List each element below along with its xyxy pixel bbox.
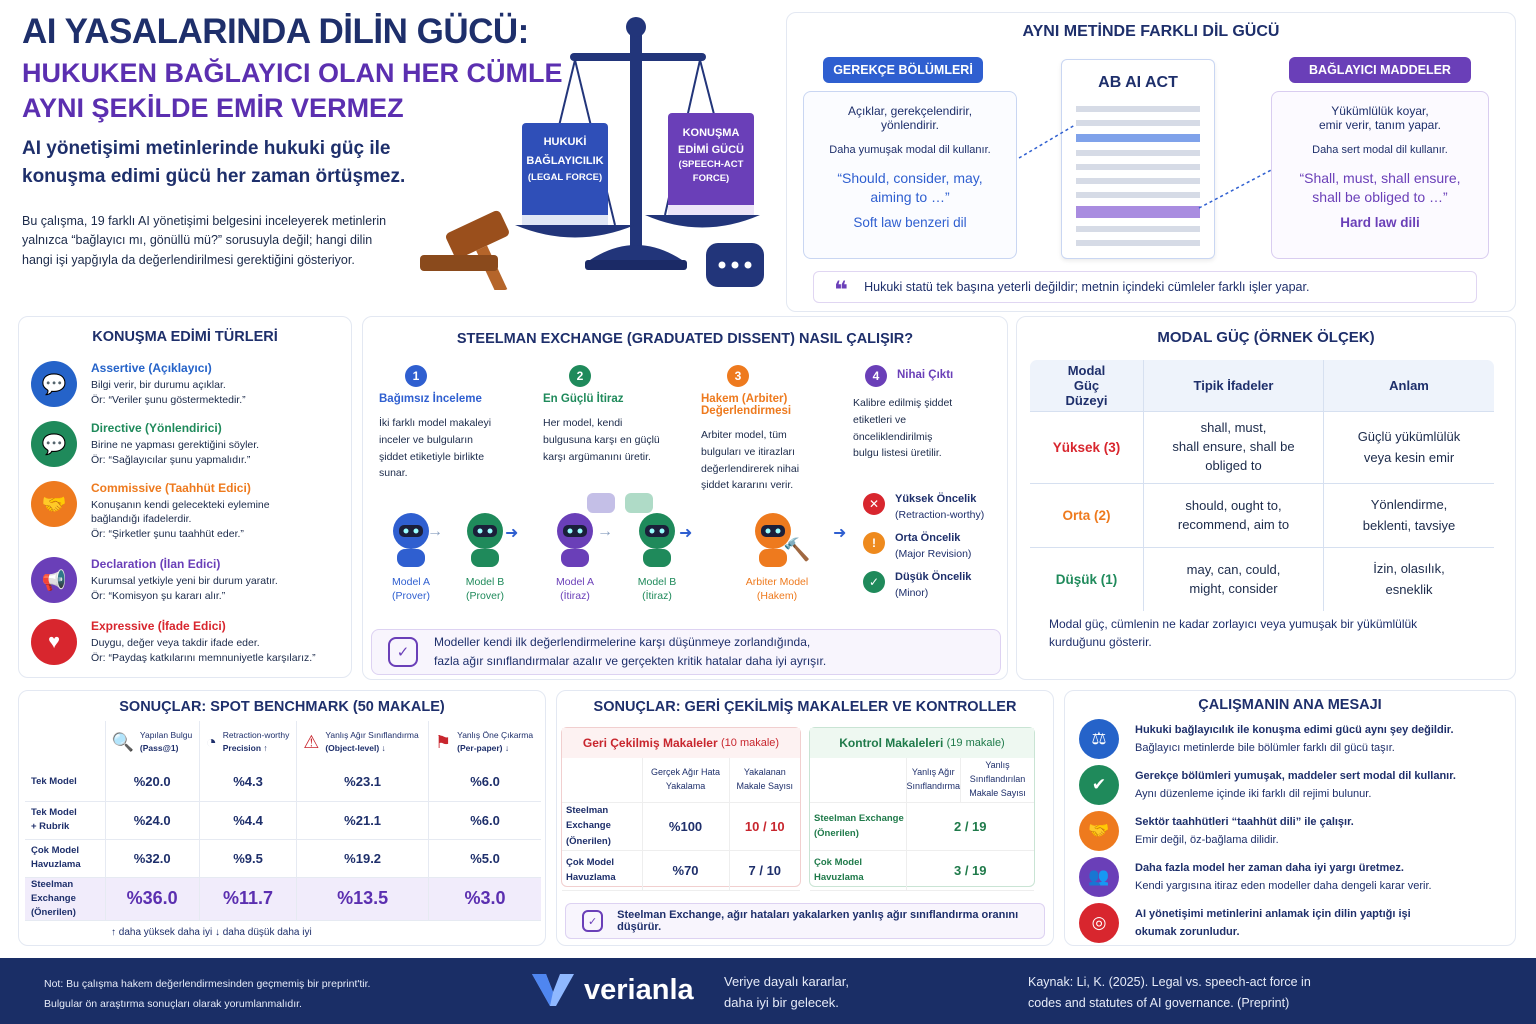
control-count: (19 makale): [946, 737, 1005, 749]
step-text-line: bulgu listesi üretilir.: [853, 447, 942, 460]
lead-1: AI yönetişimi metinlerinde hukuki güç ile: [22, 138, 391, 159]
spot-column-header: [429, 721, 541, 763]
spot-cell: %9.5: [199, 839, 296, 877]
chat-bubble-icon: [625, 493, 653, 513]
steelman-title: STEELMAN EXCHANGE (GRADUATED DISSENT) NASIL ÇALIŞIR?: [456, 331, 914, 347]
retracted-table: [562, 758, 800, 891]
spot-panel: [18, 690, 546, 946]
modal-table: [1029, 359, 1495, 612]
speech-act-desc: Birine ne yapması gerektiğini söyler.: [91, 439, 260, 451]
modal-level: Düşük (1): [1030, 548, 1144, 612]
step-text-line: inceler ve bulguların: [379, 433, 473, 446]
retracted-col-label: Yakalama: [665, 780, 706, 791]
right-line-5: shall be obliged to …”: [1312, 189, 1448, 205]
spot-cell: %4.4: [199, 801, 296, 839]
modal-expression: might, consider: [1189, 580, 1278, 596]
retracted-row-name: (Önerilen): [566, 835, 611, 847]
gavel-icon: 🔨: [783, 537, 811, 562]
step-text-line: Her model, kendi: [543, 417, 623, 429]
retracted-head: Geri Çekilmiş Makaleler: [582, 736, 718, 750]
speech-act-desc: Kurumsal yetkiyle yeni bir durum yaratır.: [91, 575, 278, 587]
close-icon: ✕: [863, 493, 885, 515]
steelman-note: [371, 629, 1001, 675]
retracted-col-label: Sınıflandırma: [906, 780, 961, 791]
right-line-1: Yükümlülük koyar,: [1331, 104, 1429, 118]
step-number-badge: 3: [727, 365, 749, 387]
modal-title: MODAL GÜÇ (ÖRNEK ÖLÇEK): [1157, 329, 1375, 346]
step-title-2: Değerlendirmesi: [701, 405, 792, 417]
search-icon: 🔍: [111, 731, 134, 752]
modal-expression: recommend, aim to: [1177, 516, 1290, 532]
spot-cell: %32.0: [105, 839, 199, 877]
check-icon: ✓: [863, 571, 885, 593]
step-text-line: Kalibre edilmiş şiddet: [853, 397, 953, 409]
right-tag: BAĞLAYICI MADDELER: [1289, 57, 1471, 83]
robot-role: (Hakem): [756, 590, 798, 602]
modal-meaning: Güçlü yükümlülük: [1357, 429, 1461, 445]
speech-act-desc-2: bağlandığı ifadelerdir.: [91, 513, 192, 525]
book-right-line-1: KONUŞMA: [682, 127, 740, 139]
speech-act-desc: Konuşanın kendi gelecekteki eylemine: [91, 499, 270, 511]
speech-act-desc: Duygu, değer veya takdir ifade eder.: [91, 637, 260, 649]
spot-cell: %5.0: [429, 839, 541, 877]
outcome-sub: (Retraction-worthy): [895, 509, 985, 521]
left-line-3: Daha yumuşak modal dil kullanır.: [829, 144, 991, 156]
spot-table: [25, 721, 541, 921]
speech-acts-title: KONUŞMA EDİMİ TÜRLERİ: [92, 329, 278, 345]
speech-act-name: Commissive (Taahhüt Edici): [91, 481, 251, 495]
chat-bubble-icon: [587, 493, 615, 513]
spot-col-label: Yapılan Bulgu: [139, 730, 193, 741]
spot-cell: %24.0: [105, 801, 199, 839]
steelman-panel: [362, 316, 1008, 680]
retracted-cell: 10 / 10: [729, 802, 800, 850]
step: [701, 365, 851, 494]
spot-row-name: Havuzlama: [31, 859, 81, 870]
speech-act-example: Ör: “Şirketler şunu taahhüt eder.”: [91, 528, 244, 540]
justification-box: [803, 91, 1017, 259]
footer-tag-1: Veriye dayalı kararlar,: [724, 974, 850, 989]
arrow-icon: →: [427, 523, 443, 540]
robot-icon: [459, 509, 511, 569]
spot-column-header: [105, 721, 199, 763]
modal-row: [1030, 412, 1495, 484]
retracted-title: SONUÇLAR: GERİ ÇEKİLMİŞ MAKALELER VE KONTROLLER: [593, 699, 1017, 715]
right-line-4: “Shall, must, shall ensure,: [1299, 170, 1461, 186]
speech-act-example: Ör: “Paydaş katkılarını memnuniyetle karşılarız.”: [91, 652, 316, 664]
modal-expression: obliged to: [1205, 457, 1262, 473]
modal-row: [1030, 548, 1495, 612]
step-number-badge: 1: [405, 365, 427, 387]
step-text-line: şiddet etiketiyle birlikte: [379, 450, 485, 463]
arrow-icon: ➜: [505, 525, 519, 542]
target-icon: ◎: [1079, 903, 1119, 943]
desc-line-2: yalnızca “bağlayıcı mı, gönüllü mü?” sorusuyla değil; hangi dilin: [22, 233, 373, 248]
robot-icon: [549, 509, 601, 569]
verianla-logo-icon: [532, 972, 574, 1008]
modal-note-1: Modal güç, cümlenin ne kadar zorlayıcı veya yumuşak bir yükümlülük: [1049, 617, 1418, 631]
modal-panel: [1016, 316, 1516, 680]
retracted-col-label: Yakalanan: [743, 766, 786, 777]
robot-name: Model B: [637, 576, 677, 588]
spot-title: SONUÇLAR: SPOT BENCHMARK (50 MAKALE): [119, 699, 445, 715]
warning-icon: !: [863, 532, 885, 554]
retracted-row-name: (Önerilen): [814, 828, 859, 839]
footer-tag-2: daha iyi bir gelecek.: [724, 994, 839, 1010]
retracted-count: (10 makale): [721, 737, 780, 749]
step-text-line: Arbiter model, tüm: [701, 429, 787, 441]
retracted-row: [562, 850, 800, 890]
retracted-panel: [556, 690, 1054, 946]
speech-act-name: Directive (Yönlendirici): [91, 421, 222, 435]
left-line-6: Soft law benzeri dil: [853, 215, 967, 230]
page-subtitle-1: HUKUKEN BAĞLAYICI OLAN HER CÜMLE: [22, 58, 563, 88]
retracted-table-box: [561, 727, 801, 887]
robot-role: (İtiraz): [560, 590, 590, 602]
warning-icon: ⚠: [303, 731, 320, 752]
modal-header-expr: Tipik İfadeler: [1144, 360, 1324, 412]
modal-row: [1030, 484, 1495, 548]
step-title: Nihai Çıktı: [897, 369, 954, 381]
spot-col-sublabel: Precision ↑: [222, 743, 268, 753]
message-line-2: okumak zorunludur.: [1135, 926, 1240, 939]
control-table-box: [809, 727, 1035, 887]
brand-name: verianla: [584, 973, 694, 1006]
robot-model: [727, 509, 827, 602]
page-subtitle-2: AYNI ŞEKİLDE EMİR VERMEZ: [22, 93, 404, 123]
retracted-row-name: Steelman Exchange: [814, 812, 904, 824]
megaphone-icon: 📢: [31, 557, 77, 603]
steelman-note-1: Modeller kendi ilk değerlendirmelerine karşı düşünmeye zorlandığında,: [434, 635, 811, 650]
book-left-line-3: (LEGAL FORCE): [527, 172, 603, 184]
retracted-row-name: Steelman Exchange: [566, 805, 611, 832]
outcome-name: Düşük Öncelik: [895, 571, 972, 583]
modal-header-meaning: Anlam: [1389, 378, 1429, 393]
message-line-1: AI yönetişimi metinlerini anlamak için dilin yaptığı işi: [1135, 908, 1411, 920]
step-text-line: sunar.: [379, 467, 408, 480]
robot-role: (İtiraz): [642, 590, 672, 602]
quote-text: Hukuki statü tek başına yeterli değildir; metnin içindeki cümleler farklı işler yapar.: [864, 280, 1310, 294]
modal-meaning: beklenti, tavsiye: [1362, 517, 1456, 533]
spot-row-name: Steelman Exchange: [31, 878, 76, 904]
right-line-3: Daha sert modal dil kullanır.: [1312, 144, 1448, 156]
spot-cell: %36.0: [105, 877, 199, 921]
target-icon: ◔: [205, 731, 217, 752]
footer-source-2: codes and statutes of AI governance. (Preprint): [1028, 995, 1290, 1010]
robot-name: Model A: [556, 576, 594, 588]
step: [853, 365, 1003, 462]
brand-logo: [532, 972, 694, 1008]
retracted-row-name: Çok Model Havuzlama: [814, 856, 864, 883]
spot-cell: %21.1: [297, 801, 429, 839]
modal-expression: may, can, could,: [1186, 561, 1281, 577]
step-number-badge: 2: [569, 365, 591, 387]
modal-meaning: esneklik: [1385, 581, 1433, 597]
shield-icon: ✓: [388, 637, 418, 667]
message-line-1: Sektör taahhütleri “taahhüt dili” ile çalışır.: [1135, 816, 1354, 828]
message-line-1: Daha fazla model her zaman daha iyi yargı üretmez.: [1135, 862, 1404, 874]
spot-cell: %19.2: [297, 839, 429, 877]
same-text-panel: [786, 12, 1516, 312]
spot-cell: %6.0: [429, 801, 541, 839]
robot-role: (Prover): [392, 590, 430, 602]
spot-row: [25, 801, 541, 839]
quote-box: [813, 271, 1477, 303]
modal-meaning: Yönlendirme,: [1370, 497, 1448, 513]
speech-bubble-icon: 💬: [31, 421, 77, 467]
modal-expression: shall ensure, shall be: [1172, 439, 1295, 455]
retracted-cell: 7 / 10: [729, 850, 800, 890]
message-line-2: Bağlayıcı metinlerde bile bölümler farklı dil gücü taşır.: [1135, 742, 1395, 755]
spot-row-name: Çok Model: [31, 844, 80, 856]
same-text-title: AYNI METİNDE FARKLI DİL GÜCÜ: [1022, 23, 1280, 40]
step-title: Hakem (Arbiter): [701, 393, 788, 405]
spot-legend: ↑ daha yüksek daha iyi ↓ daha düşük daha iyi: [111, 927, 312, 938]
scale-icon: ⚖: [1079, 719, 1119, 759]
right-line-2: emir verir, tanım yapar.: [1318, 118, 1442, 132]
step-text-line: şiddet kararını verir.: [701, 479, 794, 492]
book-right-line-2: EDİMİ GÜCÜ: [678, 143, 744, 156]
retracted-row: [562, 802, 800, 850]
control-cell: 2 / 19: [906, 802, 1034, 850]
clipboard-check-icon: ✔: [1079, 765, 1119, 805]
handshake-icon: 🤝: [31, 481, 77, 527]
left-line-1: Açıklar, gerekçelendirir,: [847, 104, 973, 118]
left-line-2: yönlendirir.: [880, 118, 940, 132]
spot-col-sublabel: (Per-paper) ↓: [457, 743, 510, 753]
doc-title: AB AI ACT: [1098, 74, 1178, 91]
modal-expression: shall, must,: [1200, 420, 1267, 436]
book-right-line-3: (SPEECH-ACT: [678, 159, 744, 170]
step: [543, 365, 693, 465]
spot-col-sublabel: (Object-level) ↓: [325, 743, 386, 753]
robot-icon: [631, 509, 683, 569]
outcome-sub: (Major Revision): [895, 548, 972, 560]
robot-role: (Prover): [466, 590, 504, 602]
robot-name: Model B: [465, 576, 505, 588]
book-left-line-1: HUKUKİ: [543, 136, 587, 148]
connector-right: [1197, 163, 1277, 213]
message-panel: [1064, 690, 1516, 946]
step-text-line: bulgusuna karşı en güçlü: [543, 433, 660, 446]
retracted-cell: %100: [642, 802, 729, 850]
retracted-note-text: Steelman Exchange, ağır hataları yakalarken yanlış ağır sınıflandırma oranını düşürür.: [617, 909, 1019, 933]
modal-meaning: veya kesin emir: [1363, 449, 1455, 465]
robot-name: Arbiter Model: [745, 576, 809, 588]
modal-expression: should, ought to,: [1185, 497, 1282, 513]
retracted-note: [565, 903, 1045, 939]
left-line-4: “Should, consider, may,: [837, 170, 983, 186]
modal-note-2: kurduğunu gösterir.: [1049, 635, 1152, 649]
step-title: En Güçlü İtiraz: [543, 393, 624, 405]
handshake-icon: 🤝: [1079, 811, 1119, 851]
retracted-col-label: Makale Sayısı: [736, 780, 794, 791]
step-title: Bağımsız İnceleme: [379, 393, 482, 405]
spot-row-name: Tek Model: [31, 806, 77, 818]
message-line-1: Hukuki bağlayıcılık ile konuşma edimi gücü aynı şey değildir.: [1135, 724, 1454, 736]
speech-act-example: Ör: “Veriler şunu göstermektedir.”: [91, 394, 246, 406]
spot-cell: %3.0: [429, 877, 541, 921]
spot-row: [25, 763, 541, 801]
desc-line-3: hangi işi yapğıyla da değerlendirilmesi gerektiğini gösteriyor.: [22, 252, 355, 267]
robot-name: Model A: [392, 576, 430, 588]
heart-icon: ♥: [31, 619, 77, 665]
speech-act-example: Ör: “Komisyon şu kararı alır.”: [91, 590, 226, 602]
speech-act-name: Assertive (Açıklayıcı): [91, 361, 212, 375]
book-left-line-2: BAĞLAYICILIK: [526, 154, 604, 167]
spot-row: [25, 877, 541, 921]
spot-col-label: Yanlış Ağır Sınıflandırma: [325, 730, 419, 741]
modal-meaning: İzin, olasılık,: [1373, 561, 1445, 577]
speech-act-desc: Bilgi verir, bir durumu açıklar.: [91, 379, 226, 391]
control-head: Kontrol Makaleleri: [839, 736, 944, 750]
left-tag: GEREKÇE BÖLÜMLERİ: [823, 57, 983, 83]
page-title: AI YASALARINDA DİLİN GÜCÜ:: [22, 12, 529, 51]
desc-line-1: Bu çalışma, 19 farklı AI yönetişimi belgesini inceleyerek metinlerin: [22, 214, 387, 228]
retracted-col-label: Yanlış Sınıflandırılan: [969, 759, 1026, 784]
step-text-line: karşı argümanını üretir.: [543, 450, 651, 463]
book-right-line-4: FORCE): [692, 173, 730, 185]
retracted-col-label: Gerçek Ağır Hata: [651, 766, 721, 777]
lead-2: konuşma edimi gücü her zaman örtüşmez.: [22, 166, 406, 187]
shield-icon: ✓: [582, 910, 603, 932]
step-number-badge: 4: [865, 365, 887, 387]
binding-box: [1271, 91, 1489, 259]
arrow-icon: ➜: [833, 525, 847, 542]
spot-cell: %6.0: [429, 763, 541, 801]
control-table: [810, 758, 1034, 891]
spot-cell: %4.3: [199, 763, 296, 801]
footer: [0, 958, 1536, 1024]
left-line-5: aiming to …”: [870, 189, 950, 205]
spot-cell: %20.0: [105, 763, 199, 801]
spot-col-sublabel: (Pass@1): [139, 743, 179, 753]
spot-column-header: [297, 721, 429, 763]
step-text-line: İki farklı model makaleyi: [379, 417, 492, 429]
retracted-row: [810, 850, 1034, 890]
message-line-2: Aynı düzenleme içinde iki farklı dil rejimi bulunur.: [1135, 788, 1372, 801]
spot-cell: %11.7: [199, 877, 296, 921]
chat-bubble-icon: 💬: [31, 361, 77, 407]
arrow-icon: ➜: [679, 525, 693, 542]
step: [379, 365, 529, 482]
connector-left: [1017, 113, 1077, 163]
scale-illustration: [410, 15, 780, 290]
step-text-line: bulguları ve itirazları: [701, 445, 795, 458]
spot-row-name: (Önerilen): [31, 907, 76, 918]
outcome-sub: (Minor): [895, 587, 929, 599]
spot-row-name: + Rubrik: [31, 821, 70, 832]
retracted-row: [810, 802, 1034, 850]
spot-cell: %13.5: [297, 877, 429, 921]
outcome-name: Orta Öncelik: [895, 532, 961, 544]
right-line-6: Hard law dili: [1340, 215, 1420, 230]
control-cell: 3 / 19: [906, 850, 1034, 890]
message-title: ÇALIŞMANIN ANA MESAJI: [1198, 697, 1382, 713]
people-icon: 👥: [1079, 857, 1119, 897]
message-line-1: Gerekçe bölümleri yumuşak, maddeler sert modal dil kullanır.: [1135, 770, 1456, 782]
step-text-line: önceliklendirilmiş: [853, 430, 933, 443]
spot-col-label: Retraction-worthy: [222, 730, 290, 741]
modal-header-level: Modal Güç Düzeyi: [1030, 360, 1144, 412]
speech-act-example: Ör: “Sağlayıcılar şunu yapmalıdır.”: [91, 454, 251, 466]
quote-icon: ❝: [834, 276, 849, 304]
step-text-line: değerlendirerek nihai: [701, 462, 800, 475]
speech-act-name: Declaration (İlan Edici): [91, 557, 221, 571]
footer-source-1: Kaynak: Li, K. (2025). Legal vs. speech-act force in: [1028, 975, 1311, 989]
outcome-name: Yüksek Öncelik: [895, 493, 977, 505]
message-line-2: Emir değil, öz-bağlama dilidir.: [1135, 834, 1279, 847]
spot-col-label: Yanlış Öne Çıkarma: [457, 730, 534, 741]
modal-level: Yüksek (3): [1030, 412, 1144, 484]
document-card: [1061, 59, 1215, 259]
spot-row: [25, 839, 541, 877]
speech-acts-panel: [18, 316, 352, 678]
retracted-col-label: Makale Sayısı: [969, 787, 1026, 798]
modal-level: Orta (2): [1030, 484, 1144, 548]
message-line-2: Kendi yargısına itiraz eden modeller daha dengeli karar verir.: [1135, 880, 1432, 893]
arrow-icon: →: [597, 523, 613, 540]
flag-icon: ⚑: [435, 731, 452, 752]
steelman-note-2: fazla ağır sınıflandırmalar azalır ve gerçekten kritik hatalar daha iyi ayrışır.: [434, 654, 827, 668]
speech-act-name: Expressive (İfade Edici): [91, 619, 226, 633]
retracted-col-label: Yanlış Ağır: [911, 766, 955, 777]
footer-note-2: Bulgular ön araştırma sonuçları olarak yorumlanmalıdır.: [44, 998, 302, 1011]
retracted-cell: %70: [642, 850, 729, 890]
footer-note-1: Not: Bu çalışma hakem değerlendirmesinden geçmemiş bir preprint'tir.: [44, 978, 371, 990]
spot-row-name: Tek Model: [31, 775, 77, 787]
spot-column-header: [199, 721, 296, 763]
retracted-row-name: Çok Model Havuzlama: [566, 856, 616, 883]
spot-cell: %23.1: [297, 763, 429, 801]
step-text-line: etiketleri ve: [853, 413, 907, 426]
